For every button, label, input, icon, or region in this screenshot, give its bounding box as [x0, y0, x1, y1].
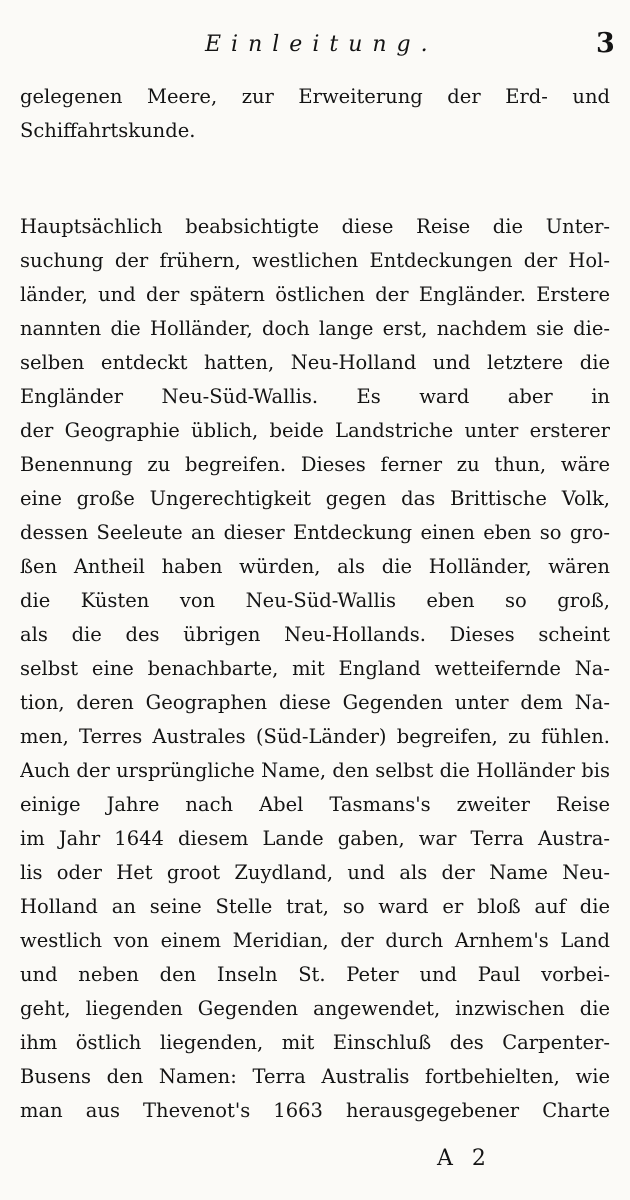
text-line: man aus Thevenot's 1663 herausgegebener Charte — [20, 1099, 610, 1122]
text-line: länder, und der spätern östlichen der Engländer. Erstere — [20, 283, 610, 306]
text-line: tion, deren Geographen diese Gegenden unter dem Na- — [20, 691, 610, 714]
text-line: westlich von einem Meridian, der durch Arnhem's Land — [20, 929, 610, 952]
text-line: und neben den Inseln St. Peter und Paul vorbei- — [20, 963, 610, 986]
text-line: selben entdeckt hatten, Neu-Holland und letztere die — [20, 351, 610, 374]
text-line: Benennung zu begreifen. Dieses ferner zu thun, wäre — [20, 453, 610, 476]
paragraph — [20, 80, 610, 148]
text-line: nannten die Holländer, doch lange erst, nachdem sie die- — [20, 317, 610, 340]
text-line: als die des übrigen Neu-Hollands. Dieses scheint — [20, 623, 610, 646]
text-line: die Küsten von Neu-Süd-Wallis eben so groß, — [20, 589, 610, 612]
text-line: Engländer Neu-Süd-Wallis. Es ward aber in — [20, 385, 610, 408]
running-head — [0, 28, 630, 68]
text-line: Schiffahrtskunde. — [20, 119, 196, 142]
text-line: lis oder Het groot Zuydland, und als der Name Neu- — [20, 861, 610, 884]
text-line: eine große Ungerechtigkeit gegen das Brittische Volk, — [20, 487, 610, 510]
text-line: Hauptsächlich beabsichtigte diese Reise die Unter- — [20, 215, 610, 238]
text-line: einige Jahre nach Abel Tasmans's zweiter Reise — [20, 793, 610, 816]
text-line: gelegenen Meere, zur Erweiterung der Erd- und — [20, 85, 610, 108]
text-line: dessen Seeleute an dieser Entdeckung einen eben so gro- — [20, 521, 610, 544]
running-title: Einleitung. — [205, 32, 438, 57]
text-line: Holland an seine Stelle trat, so ward er bloß auf die — [20, 895, 610, 918]
paragraph — [20, 210, 610, 1128]
text-line: der Geographie üblich, beide Landstriche unter ersterer — [20, 419, 610, 442]
text-line: selbst eine benachbarte, mit England wetteifernde Na- — [20, 657, 610, 680]
text-line: ihm östlich liegenden, mit Einschluß des Carpenter- — [20, 1031, 610, 1054]
signature-mark: A 2 — [437, 1146, 492, 1171]
body-text — [20, 80, 610, 1128]
text-line: geht, liegenden Gegenden angewendet, inzwischen die — [20, 997, 610, 1020]
text-line: im Jahr 1644 diesem Lande gaben, war Terra Austra- — [20, 827, 610, 850]
text-line: men, Terres Australes (Süd-Länder) begreifen, zu fühlen. — [20, 725, 610, 748]
text-line: suchung der frühern, westlichen Entdeckungen der Hol- — [20, 249, 610, 272]
page-number: 3 — [596, 28, 615, 59]
text-line: ßen Antheil haben würden, als die Holländer, wären — [20, 555, 610, 578]
paragraph-gap — [20, 148, 610, 210]
text-line: Auch der ursprüngliche Name, den selbst die Holländer bis — [20, 759, 610, 782]
text-line: Busens den Namen: Terra Australis fortbehielten, wie — [20, 1065, 610, 1088]
